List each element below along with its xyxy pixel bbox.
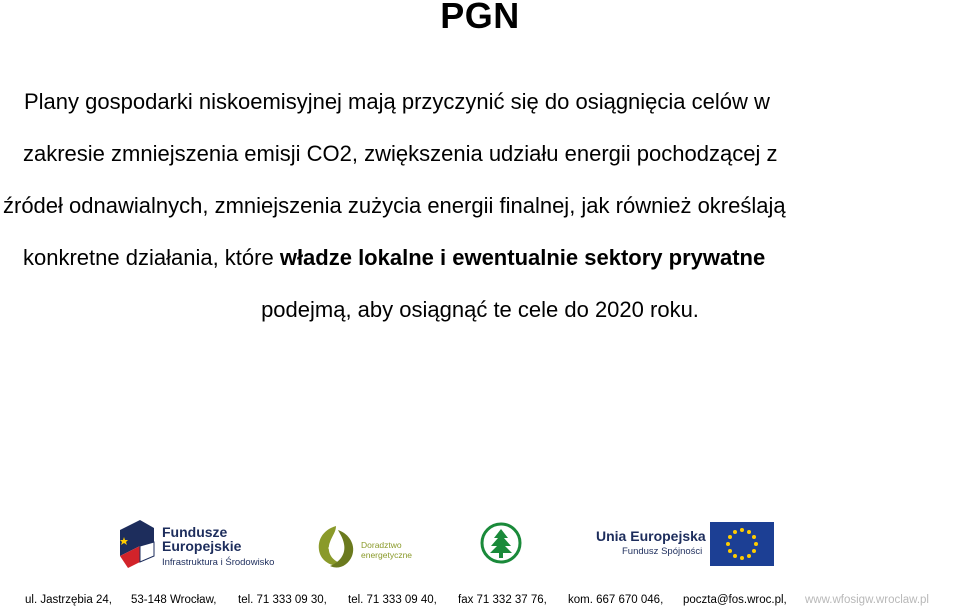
paragraph-line-2: zakresie zmniejszenia emisji CO2, zwiększenia udziału energii pochodzącej z — [23, 141, 778, 166]
main-paragraph — [0, 84, 960, 344]
wfosigw-tree-logo — [480, 522, 522, 564]
paragraph-emphasis: władze lokalne i ewentualnie sektory prywatne — [279, 245, 766, 270]
fundusze-line-3: Infrastruktura i Środowisko — [162, 557, 275, 568]
ue-line-1: Unia Europejska — [596, 528, 706, 544]
footer-email[interactable]: poczta@fos.wroc.pl, — [683, 594, 787, 606]
logo-bar — [0, 510, 960, 580]
ue-line-2: Fundusz Spójności — [622, 546, 703, 557]
doradztwo-energetyczne-logo — [314, 522, 424, 572]
fundusze-line-1: Fundusze — [162, 524, 228, 540]
footer-city: 53-148 Wrocław, — [131, 594, 217, 606]
paragraph-line-3: źródeł odnawialnych, zmniejszenia zużycia energii finalnej, jak również określają — [3, 193, 786, 218]
page-title: PGN — [440, 0, 520, 36]
fundusze-europejskie-logo — [118, 516, 288, 572]
fundusze-europejskie-icon — [118, 516, 160, 572]
footer-address: ul. Jastrzębia 24, — [25, 594, 112, 606]
fundusze-line-2: Europejskie — [162, 538, 242, 554]
doradztwo-line-2: energetyczne — [361, 550, 413, 560]
unia-europejska-logo — [596, 522, 776, 566]
doradztwo-line-1: Doradztwo — [361, 540, 402, 550]
eu-flag-icon — [710, 522, 774, 566]
paragraph-line-4 — [0, 240, 960, 292]
footer-contact — [0, 592, 960, 609]
paragraph-line-5: podejmą, aby osiągnąć te cele do 2020 roku. — [261, 297, 699, 322]
paragraph-line-4-text: konkretne działania, które — [23, 245, 280, 270]
paragraph-line-1: Plany gospodarki niskoemisyjnej mają przyczynić się do osiągnięcia celów w — [24, 89, 770, 114]
footer-website[interactable]: www.wfosigw.wroclaw.pl — [805, 594, 929, 606]
doradztwo-leaf-icon — [314, 522, 358, 572]
tree-icon — [480, 522, 522, 564]
footer-tel-2: tel. 71 333 09 40, — [348, 594, 437, 606]
footer-tel-1: tel. 71 333 09 30, — [238, 594, 327, 606]
footer-mobile: kom. 667 670 046, — [568, 594, 664, 606]
footer-fax: fax 71 332 37 76, — [458, 594, 547, 606]
